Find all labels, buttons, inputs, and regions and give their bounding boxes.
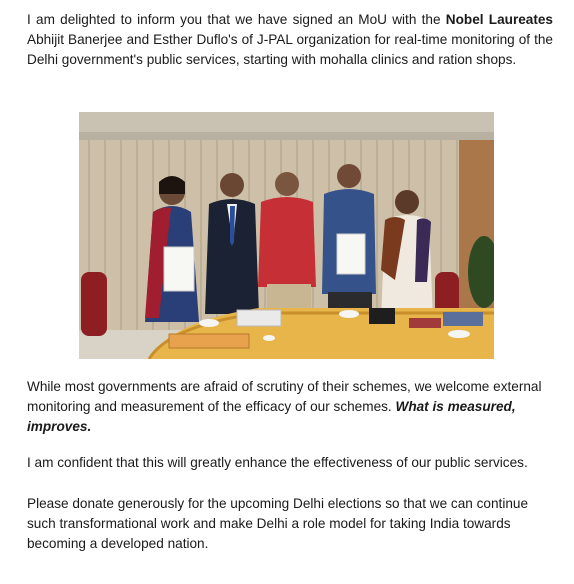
- measured-improves-bold-italic: What is measured, improves.: [27, 399, 516, 434]
- donation-paragraph: Please donate generously for the upcoming Delhi elections so that we can continue such transformational work and make Delhi a role model for taking India towards becoming a developed nation.: [27, 496, 529, 551]
- intro-text-start: I am delighted to inform you that we have signed an MoU with the: [27, 12, 446, 27]
- nobel-laureates-bold: Nobel Laureates: [445, 12, 553, 27]
- intro-text-end: Abhijit Banerjee and Esther Duflo's of J-PAL organization for real-time monitoring of the Delhi government's public services, starting with mohalla clinics and ration shops.: [27, 32, 553, 67]
- intro-paragraph: [27, 10, 553, 70]
- monitoring-text: While most governments are afraid of scrutiny of their schemes, we welcome external monitoring and measurement of the efficacy of our schemes.: [27, 379, 542, 414]
- mou-signing-photo-image: [79, 112, 494, 359]
- confidence-paragraph: I am confident that this will greatly enhance the effectiveness of our public services.: [27, 455, 528, 470]
- mou-signing-photo: [79, 112, 494, 359]
- monitoring-paragraph: [27, 377, 553, 437]
